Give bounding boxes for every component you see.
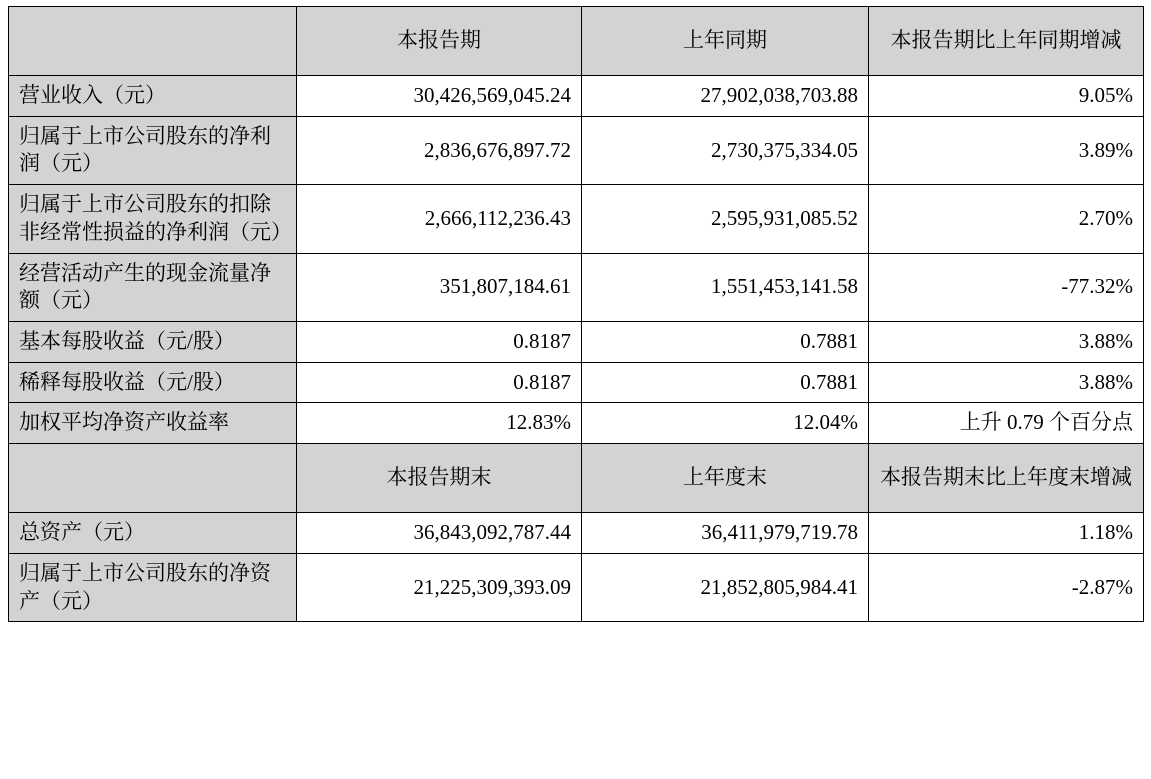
row-previous-value: 2,595,931,085.52 xyxy=(582,185,869,253)
row-label: 稀释每股收益（元/股） xyxy=(9,362,297,403)
row-change-value: -77.32% xyxy=(869,253,1144,321)
table-second-header-row xyxy=(9,444,1144,513)
header-corner-cell xyxy=(9,7,297,76)
header-change: 本报告期比上年同期增减 xyxy=(869,7,1144,76)
row-current-value: 2,836,676,897.72 xyxy=(297,116,582,184)
second-header-previous-year-end: 上年度末 xyxy=(582,444,869,513)
row-label: 归属于上市公司股东的净资产（元） xyxy=(9,553,297,621)
row-current-value: 0.8187 xyxy=(297,362,582,403)
row-current-value: 351,807,184.61 xyxy=(297,253,582,321)
row-current-value: 30,426,569,045.24 xyxy=(297,76,582,117)
financial-summary-table xyxy=(8,6,1144,622)
row-change-value: 2.70% xyxy=(869,185,1144,253)
second-header-corner-cell xyxy=(9,444,297,513)
table-row xyxy=(9,253,1144,321)
table-row xyxy=(9,553,1144,621)
row-previous-value: 27,902,038,703.88 xyxy=(582,76,869,117)
table-row xyxy=(9,76,1144,117)
table-row xyxy=(9,403,1144,444)
row-current-value: 36,843,092,787.44 xyxy=(297,513,582,554)
row-current-value: 2,666,112,236.43 xyxy=(297,185,582,253)
row-change-value: -2.87% xyxy=(869,553,1144,621)
second-header-change: 本报告期末比上年度末增减 xyxy=(869,444,1144,513)
row-previous-value: 0.7881 xyxy=(582,362,869,403)
row-current-value: 21,225,309,393.09 xyxy=(297,553,582,621)
header-current-period: 本报告期 xyxy=(297,7,582,76)
row-change-value: 1.18% xyxy=(869,513,1144,554)
table-row xyxy=(9,322,1144,363)
row-label: 归属于上市公司股东的净利润（元） xyxy=(9,116,297,184)
row-previous-value: 12.04% xyxy=(582,403,869,444)
row-label: 营业收入（元） xyxy=(9,76,297,117)
table-row xyxy=(9,362,1144,403)
row-label: 归属于上市公司股东的扣除非经常性损益的净利润（元） xyxy=(9,185,297,253)
table-row xyxy=(9,185,1144,253)
row-change-value: 3.88% xyxy=(869,322,1144,363)
table-row xyxy=(9,116,1144,184)
row-label: 基本每股收益（元/股） xyxy=(9,322,297,363)
row-current-value: 0.8187 xyxy=(297,322,582,363)
row-change-value: 3.89% xyxy=(869,116,1144,184)
table-row xyxy=(9,513,1144,554)
row-label: 加权平均净资产收益率 xyxy=(9,403,297,444)
row-label: 经营活动产生的现金流量净额（元） xyxy=(9,253,297,321)
row-change-value: 3.88% xyxy=(869,362,1144,403)
header-previous-period: 上年同期 xyxy=(582,7,869,76)
second-header-current-period-end: 本报告期末 xyxy=(297,444,582,513)
table-header-row xyxy=(9,7,1144,76)
row-change-value: 9.05% xyxy=(869,76,1144,117)
row-previous-value: 2,730,375,334.05 xyxy=(582,116,869,184)
row-previous-value: 36,411,979,719.78 xyxy=(582,513,869,554)
row-change-value: 上升 0.79 个百分点 xyxy=(869,403,1144,444)
row-label: 总资产（元） xyxy=(9,513,297,554)
row-current-value: 12.83% xyxy=(297,403,582,444)
row-previous-value: 0.7881 xyxy=(582,322,869,363)
row-previous-value: 1,551,453,141.58 xyxy=(582,253,869,321)
row-previous-value: 21,852,805,984.41 xyxy=(582,553,869,621)
